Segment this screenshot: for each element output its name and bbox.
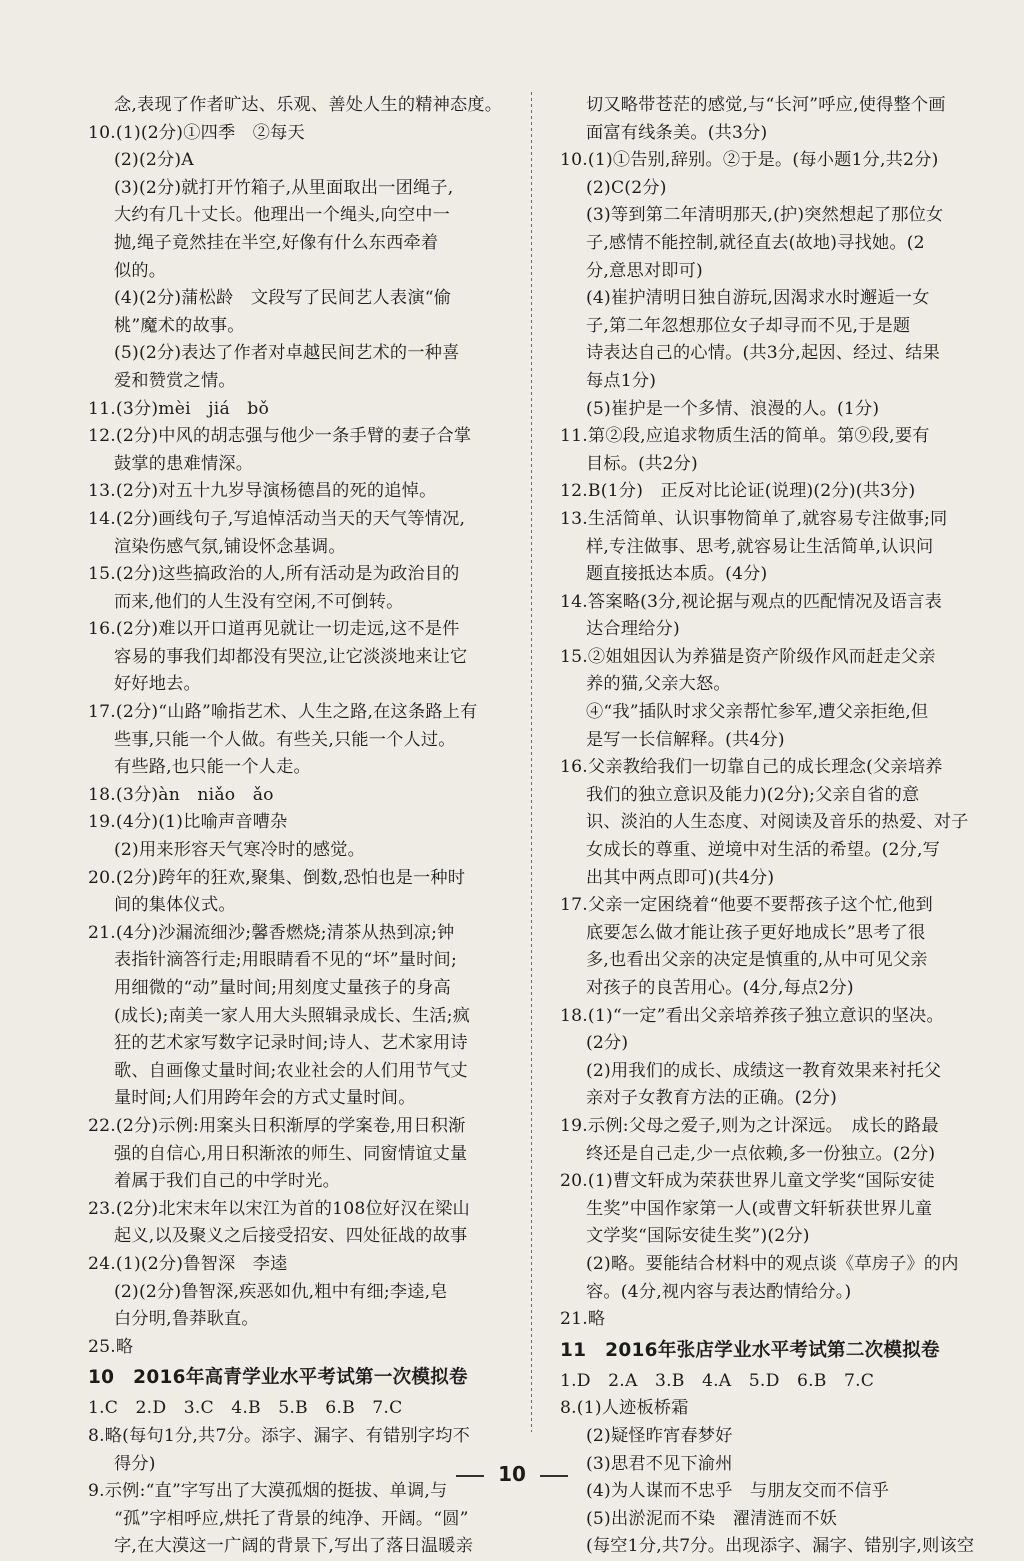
answer-line: 子,第二年忽想那位女子却寻而不见,于是题	[586, 315, 911, 336]
answer-line: 17.(2分)“山路”喻指艺术、人生之路,在这条路上有	[88, 702, 478, 723]
answer-line: 16.(2分)难以开口道再见就让一切走远,这不是件	[88, 619, 460, 640]
answer-line: 切又略带苍茫的感觉,与“长河”呼应,使得整个画	[586, 95, 946, 115]
answer-line: 题直接抵达本质。(4分)	[586, 564, 768, 585]
answer-line: 出其中两点即可)(共4分)	[586, 867, 775, 888]
answer-line: (4)崔护清明日独自游玩,因渴求水时邂逅一女	[586, 288, 930, 309]
answer-line: (4)为人谋而不忠乎 与朋友交而不信乎	[586, 1481, 890, 1502]
answer-line: 20.(2分)跨年的狂欢,聚集、倒数,恐怕也是一种时	[88, 867, 466, 888]
answer-line: 14.(2分)画线句子,写追悼活动当天的天气等情况,	[88, 508, 466, 529]
answer-line: 对孩子的良苦用心。(4分,每点2分)	[586, 978, 854, 998]
answer-line: 13.生活简单、认识事物简单了,就容易专注做事;同	[560, 508, 948, 529]
answer-line: 12.B(1分) 正反对比论证(说理)(2分)(共3分)	[560, 481, 916, 502]
answer-line: 25.略	[88, 1336, 134, 1357]
answer-line: 歌、自画像丈量时间;农业社会的人们用节气丈	[114, 1060, 468, 1081]
answer-line: (2)疑怪昨宵春梦好	[586, 1425, 733, 1446]
answer-line: 渲染伤感气氛,铺设怀念基调。	[114, 536, 346, 557]
column-divider	[531, 92, 532, 1432]
answer-line: 18.(3分)àn niǎo ǎo	[88, 784, 274, 805]
answer-line: 9.示例:“直”字写出了大漠孤烟的挺拔、单调,与	[88, 1481, 448, 1502]
answer-line: 11.第②段,应追求物质生活的简单。第⑨段,要有	[560, 426, 930, 447]
answer-line: 表指针滴答行走;用眼睛看不见的“坏”量时间;	[114, 950, 457, 971]
answer-line: 10.(1)(2分)①四季 ②每天	[88, 122, 305, 143]
footer-dash-left	[456, 1475, 484, 1477]
answer-line: 22.(2分)示例:用案头日积渐厚的学案卷,用日积渐	[88, 1115, 466, 1136]
answer-line: 间的集体仪式。	[114, 895, 236, 916]
answer-line: 容易的事我们却都没有哭泣,让它淡淡地来让它	[114, 646, 468, 667]
answer-line: (每空1分,共7分。出现添字、漏字、错别字,则该空	[586, 1536, 975, 1557]
answer-line: 桃”魔术的故事。	[114, 315, 245, 336]
answer-line: 19.示例:父母之爱子,则为之计深远。 成长的路最	[560, 1115, 939, 1136]
answer-line: 终还是自己走,少一点依赖,多一份独立。(2分)	[586, 1143, 936, 1164]
answer-line: 强的自信心,用日积渐浓的师生、同窗情谊丈量	[114, 1143, 468, 1164]
answer-line: (5)(2分)表达了作者对卓越民间艺术的一种喜	[114, 343, 460, 364]
answer-line: 21.(4分)沙漏流细沙;馨香燃烧;清茶从热到凉;钟	[88, 922, 455, 943]
answer-line: 10.(1)①告别,辞别。②于是。(每小题1分,共2分)	[560, 150, 939, 171]
answer-line: (5)出淤泥而不染 濯清涟而不妖	[586, 1508, 837, 1529]
answer-line: (2)用来形容天气寒冷时的感觉。	[114, 840, 365, 861]
answer-line: 女成长的尊重、逆境中对生活的希望。(2分,写	[586, 840, 941, 861]
answer-line: 1.D 2.A 3.B 4.A 5.D 6.B 7.C	[560, 1370, 875, 1391]
answer-line: 23.(2分)北宋末年以宋江为首的108位好汉在梁山	[88, 1198, 470, 1219]
answer-line: 着属于我们自己的中学时光。	[114, 1171, 341, 1192]
answer-line: (2)(2分)鲁智深,疾恶如仇,粗中有细;李逵,皂	[114, 1281, 448, 1302]
answer-line: 14.答案略(3分,视论据与观点的匹配情况及语言表	[560, 591, 943, 612]
answer-line: 是写一长信解释。(共4分)	[586, 729, 785, 750]
answer-line: 24.(1)(2分)鲁智深 李逵	[88, 1253, 288, 1274]
answer-line: 11.(3分)mèi jiá bǒ	[88, 398, 270, 419]
answer-line: 似的。	[114, 260, 167, 281]
answer-line: 爱和赞赏之情。	[114, 370, 236, 391]
answer-line: “孤”字相呼应,烘托了背景的纯净、开阔。“圆”	[114, 1508, 469, 1529]
answer-line: 得分)	[114, 1453, 156, 1474]
footer-dash-right	[540, 1475, 568, 1477]
answer-line: 达合理给分)	[586, 619, 680, 640]
answer-line: 子,感情不能控制,就径直去(故地)寻找她。(2	[586, 232, 925, 253]
answer-line: ④“我”插队时求父亲帮忙参军,遭父亲拒绝,但	[586, 702, 929, 723]
answer-line: (成长);南美一家人用大头照辑录成长、生活;疯	[114, 1005, 471, 1026]
answer-line: 分,意思对即可)	[586, 260, 703, 281]
answer-line: 有些路,也只能一个人走。	[114, 757, 311, 778]
answer-line: 亲对子女教育方法的正确。(2分)	[586, 1088, 837, 1109]
answer-line: 些事,只能一个人做。有些关,只能一个人过。	[114, 729, 456, 750]
answer-line: 起义,以及聚义之后接受招安、四处征战的故事	[114, 1226, 468, 1247]
answer-line: 1.C 2.D 3.C 4.B 5.B 6.B 7.C	[88, 1398, 403, 1419]
left-column	[88, 92, 502, 1561]
answer-line: 养的猫,父亲大怒。	[586, 674, 731, 695]
answer-line: 20.(1)曹文轩成为荣获世界儿童文学奖“国际安徒	[560, 1171, 935, 1192]
answer-line: 21.略	[560, 1309, 606, 1330]
answer-line: 狂的艺术家写数字记录时间;诗人、艺术家用诗	[114, 1033, 468, 1054]
answer-line: 每点1分)	[586, 370, 657, 391]
answer-line: 样,专注做事、思考,就容易让生活简单,认识问	[586, 536, 934, 557]
answer-line: 文学奖“国际安徒生奖”)(2分)	[586, 1226, 810, 1247]
answer-line: 16.父亲教给我们一切靠自己的成长理念(父亲培养	[560, 757, 943, 778]
page-number: 10	[498, 1462, 526, 1486]
answer-line: (2分)	[586, 1033, 629, 1054]
answer-line: 字,在大漠这一广阔的背景下,写出了落日温暖亲	[114, 1536, 474, 1557]
answer-line: 15.②姐姐因认为养猫是资产阶级作风而赶走父亲	[560, 646, 936, 667]
answer-line: 鼓掌的患难情深。	[114, 453, 254, 474]
answer-line: 19.(4分)(1)比喻声音嘈杂	[88, 812, 288, 833]
answer-line: 好好地去。	[114, 674, 201, 695]
page-footer	[0, 1462, 1024, 1486]
answer-line: 量时间;人们用跨年会的方式丈量时间。	[114, 1088, 416, 1109]
answer-line: 12.(2分)中风的胡志强与他少一条手臂的妻子合掌	[88, 426, 472, 447]
answer-line: 识、淡泊的人生态度、对阅读及音乐的热爱、对子	[586, 812, 969, 833]
answer-line: 我们的独立意识及能力)(2分);父亲自省的意	[586, 784, 920, 805]
answer-line: (4)(2分)蒲松龄 文段写了民间艺人表演“偷	[114, 288, 452, 309]
answer-line: 诗表达自己的心情。(共3分,起因、经过、结果	[586, 343, 941, 364]
answer-line: 目标。(共2分)	[586, 453, 698, 474]
answer-line: (3)(2分)就打开竹箱子,从里面取出一团绳子,	[114, 177, 454, 198]
answer-line: (2)C(2分)	[586, 177, 667, 198]
answer-line: (2)用我们的成长、成绩这一教育效果来衬托父	[586, 1060, 942, 1081]
answer-line: (2)(2分)A	[114, 150, 194, 171]
answer-line: 用细微的“动”量时间;用刻度丈量孩子的身高	[114, 978, 451, 998]
answer-line: 8.略(每句1分,共7分。添字、漏字、有错别字均不	[88, 1425, 471, 1446]
answer-line: 8.(1)人迹板桥霜	[560, 1398, 689, 1419]
answer-line: (3)等到第二年清明那天,(护)突然想起了那位女	[586, 205, 944, 226]
answer-line: 面富有线条美。(共3分)	[586, 122, 768, 143]
answer-line: 18.(1)“一定”看出父亲培养孩子独立意识的坚决。	[560, 1005, 944, 1026]
section-title: 11 2016年张店学业水平考试第二次模拟卷	[560, 1339, 940, 1361]
answer-line: 大约有几十丈长。他理出一个绳头,向空中一	[114, 205, 451, 226]
answer-line: 底要怎么做才能让孩子更好地成长”思考了很	[586, 922, 926, 943]
answer-line: (5)崔护是一个多情、浪漫的人。(1分)	[586, 398, 880, 419]
answer-line: 生奖”中国作家第一人(或曹文轩斩获世界儿童	[586, 1198, 933, 1219]
answer-line: 13.(2分)对五十九岁导演杨德昌的死的追悼。	[88, 481, 437, 502]
answer-line: 容。(4分,视内容与表达酌情给分。)	[586, 1281, 852, 1302]
answer-line: (2)略。要能结合材料中的观点谈《草房子》的内	[586, 1253, 959, 1274]
answer-line: 17.父亲一定困绕着“他要不要帮孩子这个忙,他到	[560, 895, 933, 916]
answer-line: (3)思君不见下渝州	[586, 1453, 733, 1474]
answer-line: 15.(2分)这些搞政治的人,所有活动是为政治目的	[88, 564, 460, 585]
answer-line: 念,表现了作者旷达、乐观、善处人生的精神态度。	[114, 95, 503, 115]
answer-line: 而来,他们的人生没有空闲,不可倒转。	[114, 591, 404, 612]
answer-line: 白分明,鲁莽耿直。	[114, 1309, 259, 1330]
answer-line: 抛,绳子竟然挂在半空,好像有什么东西牵着	[114, 232, 439, 253]
answer-line: 多,也看出父亲的决定是慎重的,从中可见父亲	[586, 950, 928, 971]
section-title: 10 2016年高青学业水平考试第一次模拟卷	[88, 1367, 468, 1389]
right-column	[560, 92, 980, 1561]
